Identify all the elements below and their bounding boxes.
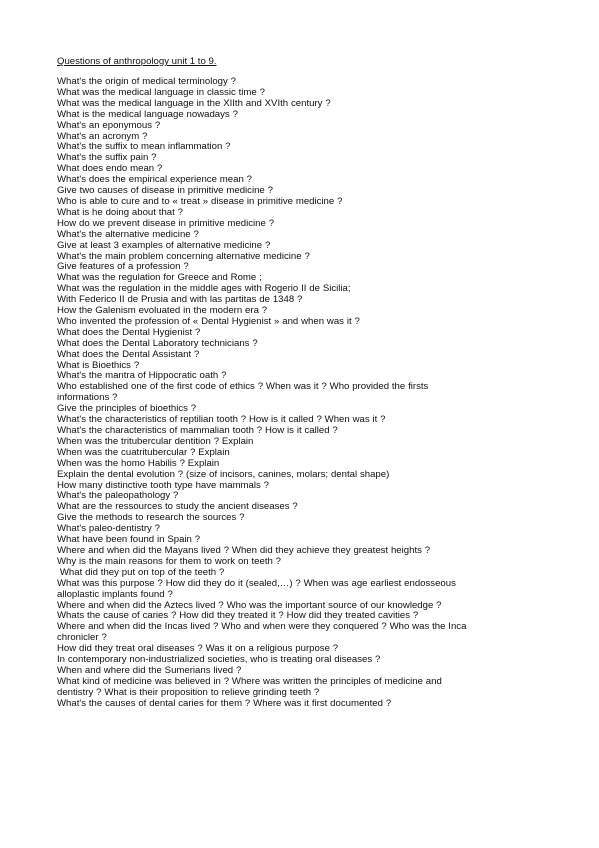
question-item: What was the regulation in the middle ages with Rogerio II de Sicilia;: [57, 283, 351, 295]
question-item: What's the characteristics of mammalian tooth ? How is it called ?: [57, 425, 338, 436]
question-item: What have been found in Spain ?: [57, 534, 201, 546]
question-list: [57, 77, 559, 710]
question-item: Where and when did the Mayans lived ? When did they achieve they greatest heights ?: [57, 544, 431, 556]
question-item: What's an eponymous ?: [57, 119, 161, 131]
question-item: What's the origin of medical terminology ?: [57, 76, 236, 87]
question-item: What was the medical language in the XIIth and XVIth century ?: [57, 97, 331, 109]
question-item: With Federico II de Prusia and with las partitas de 1348 ?: [57, 294, 303, 306]
question-item: What was the regulation for Greece and Rome ;: [57, 272, 262, 284]
question-item: Who established one of the first code of ethics ? When was it ? Who provided the firsts informations ?: [57, 381, 429, 404]
question-item: Who invented the profession of « Dental Hygienist » and when was it ?: [57, 315, 360, 327]
question-item: Where and when did the Aztecs lived ? Who was the important source of our knowledge ?: [57, 599, 442, 611]
question-item: What's an acronym ?: [57, 130, 148, 142]
question-item: What is Bioethics ?: [57, 359, 140, 371]
question-item: What's the suffix pain ?: [57, 152, 157, 164]
question-item: What is the medical language nowadays ?: [57, 108, 238, 120]
question-item: When was the homo Habilis ? Explain: [57, 457, 220, 469]
question-item: What's the suffix to mean inflammation ?: [57, 141, 231, 153]
question-item: When was the tritubercular dentition ? Explain: [57, 435, 254, 447]
document-title: Questions of anthropology unit 1 to 9.: [57, 56, 217, 67]
question-item: What was the medical language in classic time ?: [57, 86, 265, 98]
question-item: What's the causes of dental caries for them ? Where was it first documented ?: [57, 697, 392, 709]
question-item: What does the Dental Assistant ?: [57, 348, 200, 360]
question-item: What was this purpose ? How did they do it (sealed,…) ? When was age earliest endosseous alloplastic implants found ?: [57, 577, 456, 600]
question-item: How did they treat oral diseases ? Was it on a religious purpose ?: [57, 643, 339, 655]
question-item: How many distinctive tooth type have mammals ?: [57, 479, 270, 491]
question-item: Give the methods to research the sources ?: [57, 512, 245, 524]
question-item: Give at least 3 examples of alternative medicine ?: [57, 239, 271, 251]
question-item: When and where did the Sumerians lived ?: [57, 664, 242, 676]
question-item: Why is the main reasons for them to work on teeth ?: [57, 555, 282, 567]
question-item: What does the Dental Hygienist ?: [57, 326, 201, 338]
question-item: Explain the dental evolution ? (size of incisors, canines, molars; dental shape): [57, 468, 390, 480]
question-item: What's the main problem concerning alternative medicine ?: [57, 250, 310, 262]
question-item: Give the principles of bioethics ?: [57, 403, 197, 415]
question-item: Give two causes of disease in primitive medicine ?: [57, 185, 273, 197]
question-item: How the Galenism evoluated in the modern era ?: [57, 305, 268, 317]
question-item: When was the cuatritubercular ? Explain: [57, 446, 230, 458]
question-item: What's the alternative medicine ?: [57, 228, 199, 240]
question-item: What's paleo-dentistry ?: [57, 523, 161, 535]
question-item: Where and when did the Incas lived ? Who and when were they conquered ? Who was the Inca chronicler ?: [57, 621, 467, 644]
question-item: What does endo mean ?: [57, 163, 163, 175]
question-item: What did they put on top of the teeth ?: [57, 566, 225, 578]
question-item: What's the characteristics of reptilian tooth ? How is it called ? When was it ?: [57, 414, 386, 426]
question-item: What kind of medicine was believed in ? Where was written the principles of medicine and dentistry ? What is their proposition to relieve grinding teeth ?: [57, 675, 442, 698]
question-item: In contemporary non-industrialized societies, who is treating oral diseases ?: [57, 654, 381, 666]
question-item: Who is able to cure and to « treat » disease in primitive medicine ?: [57, 195, 343, 207]
question-item: What does the Dental Laboratory technicians ?: [57, 337, 258, 349]
question-item: How do we prevent disease in primitive medicine ?: [57, 217, 275, 229]
question-item: What's the paleopathology ?: [57, 490, 179, 502]
question-item: What's does the empirical experience mean ?: [57, 174, 253, 186]
question-item: What is he doing about that ?: [57, 206, 184, 218]
question-item: What's the mantra of Hippocratic oath ?: [57, 370, 227, 382]
question-item: What are the ressources to study the ancient diseases ?: [57, 501, 298, 513]
question-item: Whats the cause of caries ? How did they treated it ? How did they treated cavities ?: [57, 610, 419, 622]
question-item: Give features of a profession ?: [57, 261, 189, 273]
